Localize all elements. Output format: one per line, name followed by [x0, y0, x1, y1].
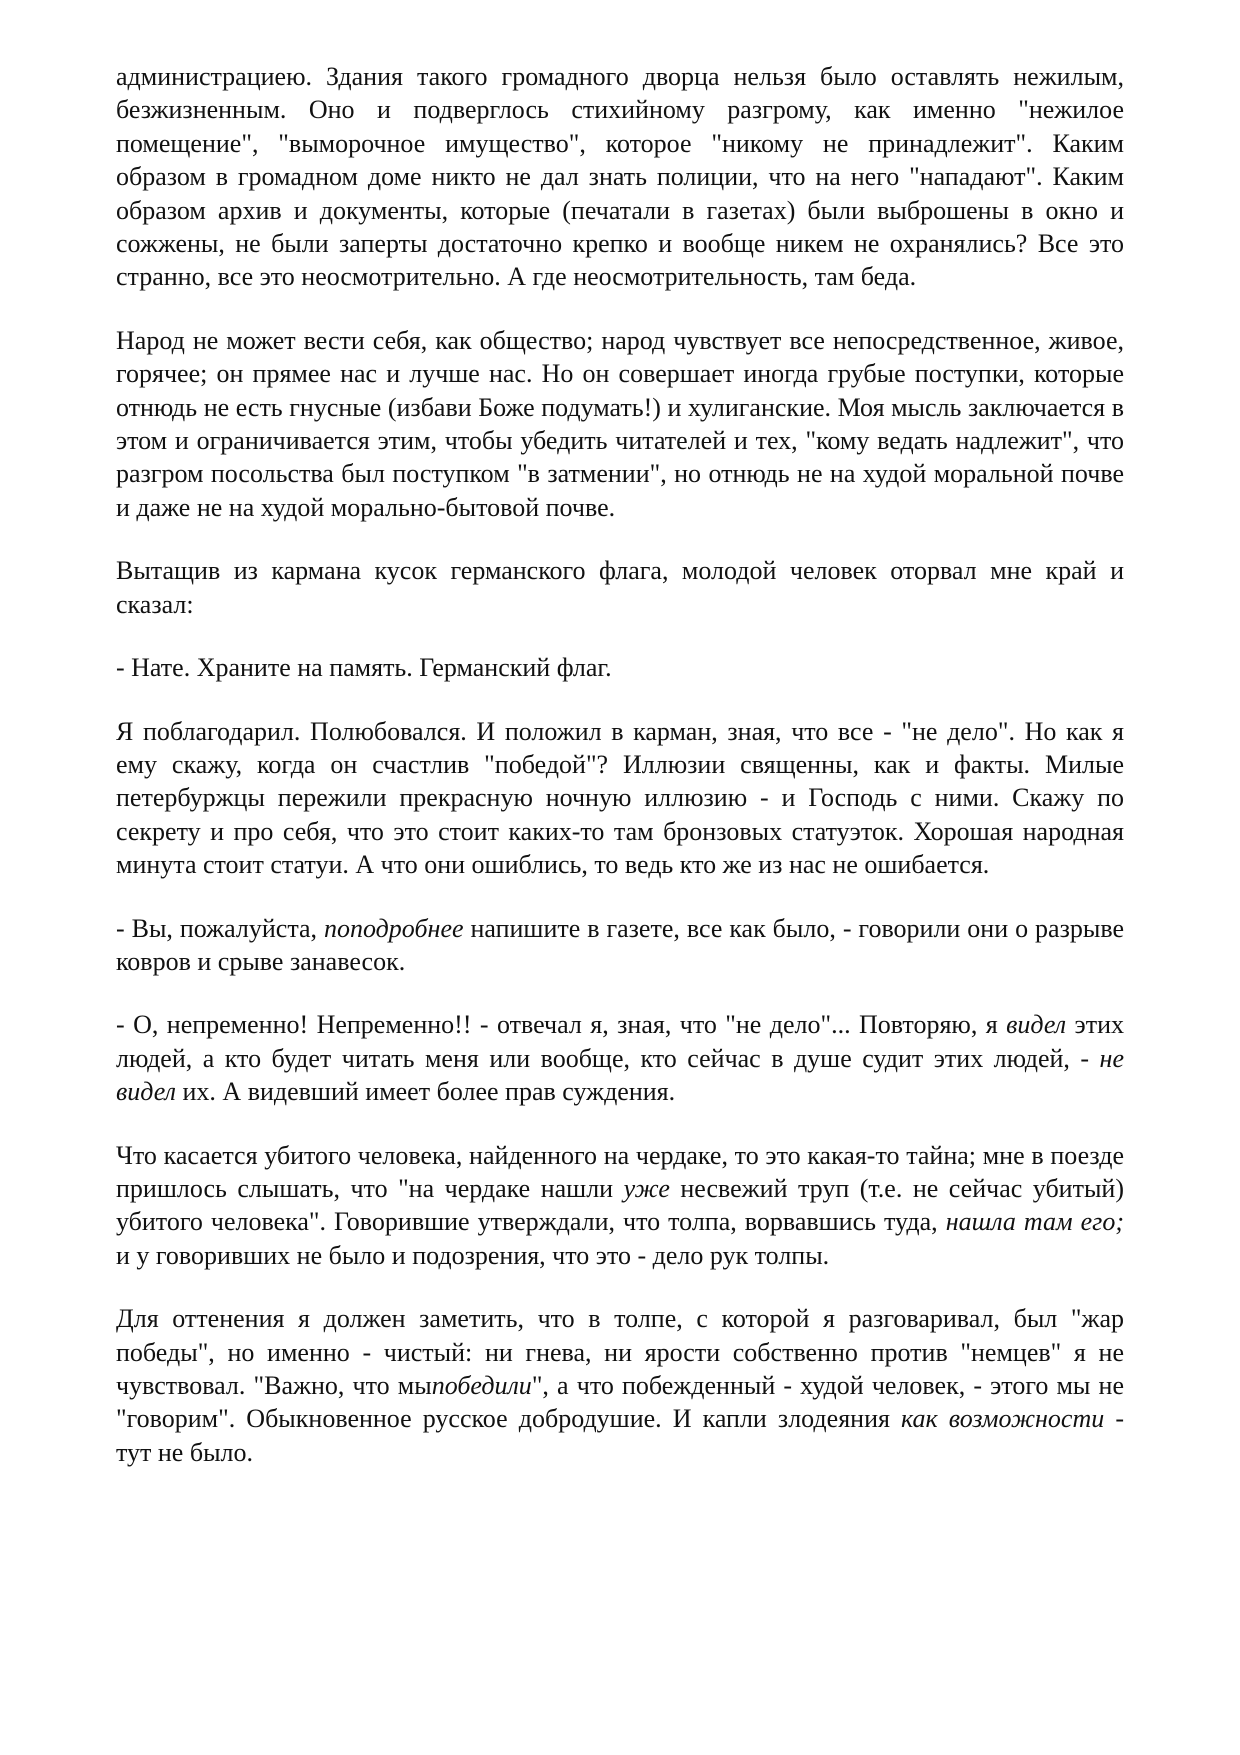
text-run: их. А видевший имеет более прав суждения.	[176, 1077, 676, 1107]
italic-run: победили	[431, 1371, 532, 1400]
text-run: ", а что побежденный - худой человек, - этого мы не "говорим". Обыкновенное русское добродушие. И капли злодеяния	[116, 1371, 1124, 1434]
paragraph-6	[116, 912, 1124, 979]
text-run: - тут не было.	[116, 1404, 1124, 1467]
text-run: Вытащив из кармана кусок германского флага, молодой человек оторвал мне край и сказал:	[116, 556, 1124, 619]
italic-run: нашла там его;	[945, 1207, 1124, 1237]
text-run: Я поблагодарил. Полюбовался. И положил в карман, зная, что все - "не дело". Но как я ему скажу, когда он счастлив "победой"? Иллюзии священны, как и факты. Милые петербуржцы пережили прекрасную ночную иллюзию - и Господь с ними. Скажу по секрету и про себя, что это стоит каких-то там бронзовых статуэток. Хорошая народная минута стоит статуи. А что они ошиблись, то ведь кто же из нас не ошибается.	[116, 716, 1124, 880]
text-run: - О, непременно! Непременно!! - отвечал я, зная, что "не дело"... Повторяю, я	[116, 1010, 1007, 1040]
italic-run: видел	[1006, 1010, 1067, 1040]
paragraph-8	[116, 1139, 1124, 1273]
text-run: администрациею. Здания такого громадного дворца нельзя было оставлять нежилым, безжизненным. Оно и подверглось стихийному разгрому, как именно "нежилое помещение", "выморочное имущество", которое "никому не принадлежит". Каким образом в громадном доме никто не дал знать полиции, что на него "нападают". Каким образом архив и документы, которые (печатали в газетах) были выброшены в окно и сожжены, не были заперты достаточно крепко и вообще никем не охранялись? Все это странно, все это неосмотрительно. А где неосмотрительность, там беда.	[116, 62, 1124, 292]
paragraph-1	[116, 60, 1124, 294]
paragraph-2	[116, 324, 1124, 524]
text-run: Для оттенения я должен заметить, что в толпе, с которой я разговаривал, был "жар победы", но именно - чистый: ни гнева, ни ярости собственно против "немцев" я не чувствовал. "Важно, что мы	[116, 1304, 1124, 1400]
paragraph-4	[116, 651, 1124, 684]
paragraph-9	[116, 1302, 1124, 1469]
italic-run: не видел	[116, 1043, 1124, 1107]
text-run: напишите в газете, все как было, - говорили они о разрыве ковров и срыве занавесок.	[116, 913, 1124, 976]
paragraph-5	[116, 715, 1124, 882]
text-run: несвежий труп (т.е. не сейчас убитый) убитого человека". Говорившие утверждали, что толпа, ворвавшись туда,	[116, 1173, 1124, 1237]
document-page	[116, 60, 1124, 1499]
paragraph-3	[116, 554, 1124, 621]
text-run: этих людей, а кто будет читать меня или вообще, кто сейчас в душе судит этих людей, -	[116, 1010, 1124, 1073]
text-run: и у говоривших не было и подозрения, что это - дело рук толпы.	[116, 1240, 830, 1270]
text-run: Народ не может вести себя, как общество; народ чувствует все непосредственное, живое, горячее; он прямее нас и лучше нас. Но он совершает иногда грубые поступки, которые отнюдь не есть гнусные (избави Боже подумать!) и хулиганские. Моя мысль заключается в этом и ограничивается этим, чтобы убедить читателей и тех, "кому ведать надлежит", что разгром посольства был поступком "в затмении", но отнюдь не на худой моральной почве и даже не на худой морально-бытовой почве.	[116, 325, 1124, 522]
paragraph-7	[116, 1008, 1124, 1108]
text-run: - Нате. Храните на память. Германский флаг.	[116, 653, 612, 683]
italic-run: как возможности	[901, 1404, 1105, 1434]
text-run: - Вы, пожалуйста,	[116, 913, 324, 943]
italic-run: поподробнее	[324, 913, 464, 943]
text-run: Что касается убитого человека, найденного на чердаке, то это какая-то тайна; мне в поезде пришлось слышать, что "на чердаке нашли	[116, 1140, 1124, 1203]
italic-run: уже	[623, 1173, 670, 1203]
